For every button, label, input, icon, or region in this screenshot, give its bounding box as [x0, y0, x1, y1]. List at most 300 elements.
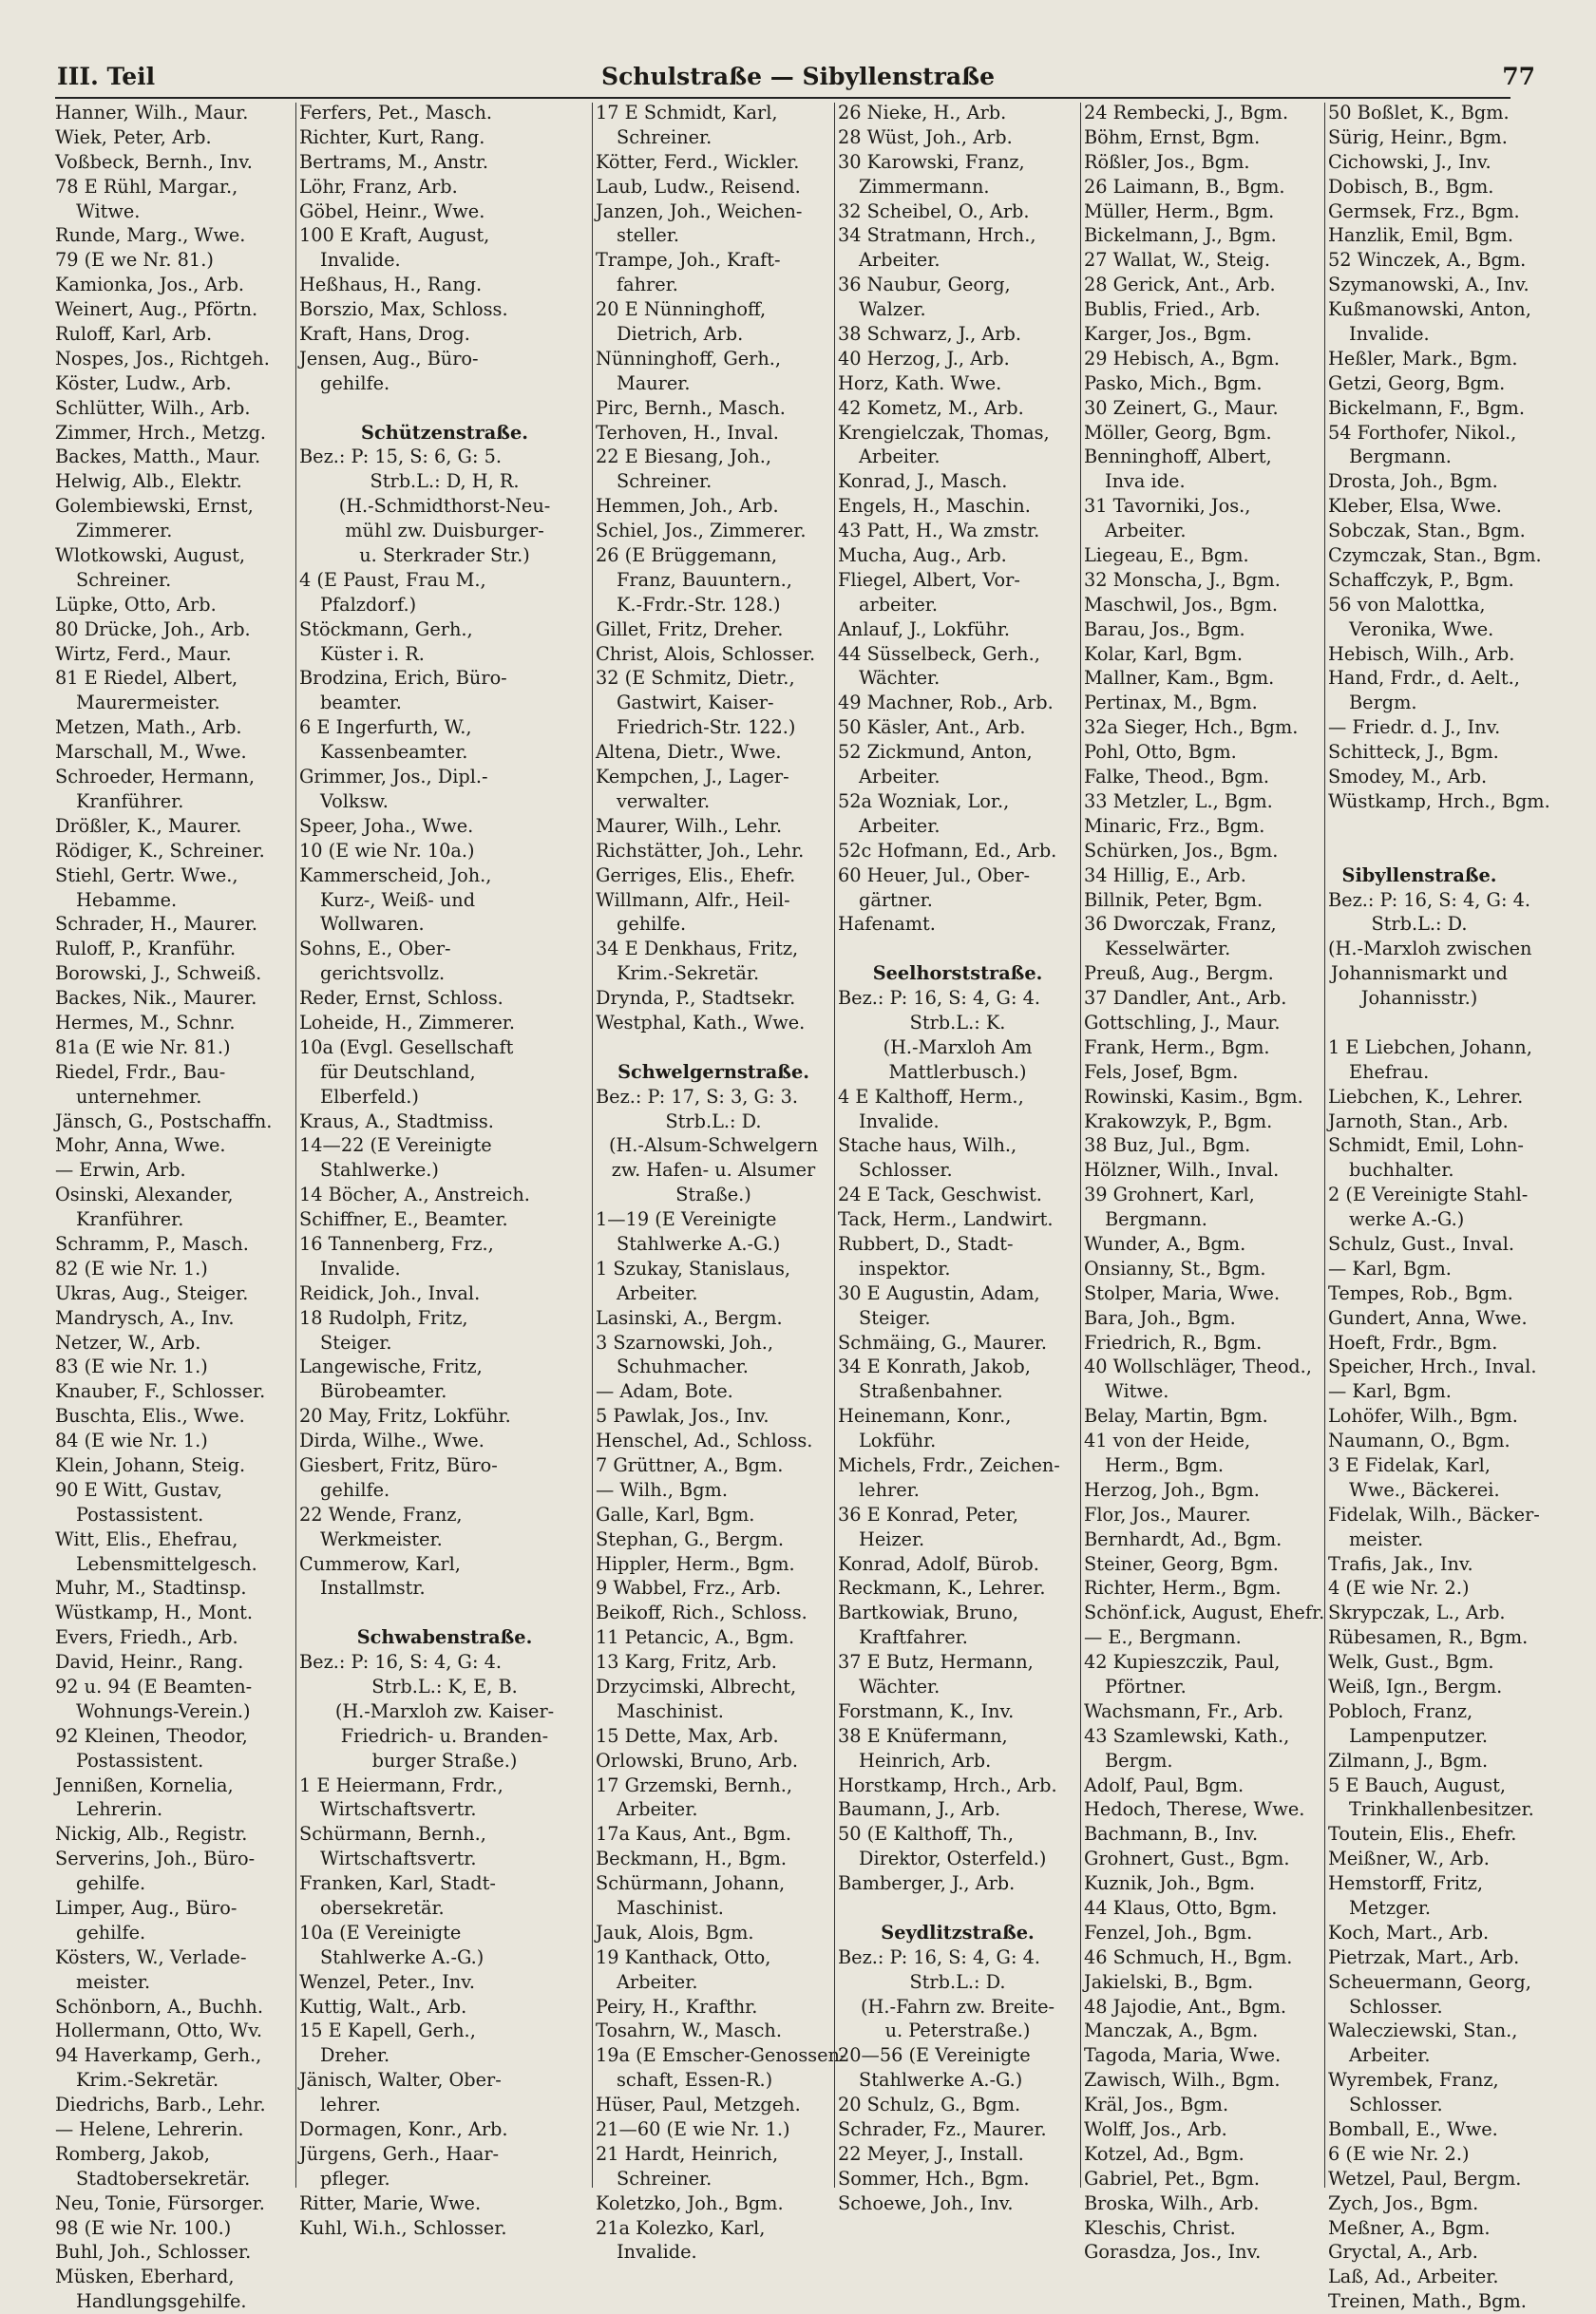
street-info: Mattlerbusch.) [888, 1060, 1027, 1083]
directory-entry: Heßhaus, H., Rang. [299, 274, 483, 296]
entry-continuation: Schreiner. [617, 2167, 712, 2190]
entry-continuation: fahrer. [617, 274, 678, 296]
directory-entry: Fenzel, Joh., Bgm. [1084, 1921, 1253, 1944]
directory-entry: Serverins, Joh., Büro- [55, 1848, 256, 1870]
directory-entry: 17 E Schmidt, Karl, [596, 102, 778, 123]
directory-entry: Drzycimski, Albrecht, [596, 1676, 797, 1698]
directory-entry: Möller, Georg, Bgm. [1084, 421, 1272, 444]
directory-entry: Schitteck, J., Bgm. [1328, 741, 1499, 764]
entry-continuation: unternehmer. [76, 1085, 202, 1108]
entry-continuation: Kurz-, Weiß- und [320, 888, 476, 911]
entry-continuation: Invalide. [320, 249, 401, 272]
directory-entry: 18 Rudolph, Fritz, [299, 1306, 468, 1329]
directory-entry: Bez.: P: 16, S: 4, G: 4. [299, 1651, 502, 1674]
directory-entry: Trampe, Joh., Kraft- [596, 249, 781, 272]
directory-entry: Terhoven, H., Inval. [596, 421, 779, 444]
directory-entry: Szymanowski, A., Inv. [1328, 274, 1530, 296]
directory-entry: 33 Metzler, L., Bgm. [1084, 789, 1273, 812]
entry-continuation: meister. [76, 1970, 151, 1993]
directory-entry: Jennißen, Kornelia, [55, 1773, 234, 1796]
entry-continuation: gehilfe. [76, 1921, 146, 1944]
column-2 [299, 101, 590, 2239]
entry-continuation: Wwe., Bäckerei. [1349, 1478, 1500, 1501]
entry-continuation: Franz, Bauuntern., [617, 568, 792, 591]
directory-entry: Belay, Martin, Bgm. [1084, 1405, 1268, 1428]
street-heading: Schützenstraße. [361, 421, 528, 444]
directory-entry: 30 Karowski, Franz, [838, 150, 1025, 173]
directory-entry: 43 Szamlewski, Kath., [1084, 1724, 1290, 1747]
spacer [299, 396, 590, 421]
directory-entry: Pietrzak, Mart., Arb. [1328, 1945, 1520, 1968]
entry-continuation: Arbeiter. [617, 1798, 698, 1821]
entry-continuation: Bergm. [1105, 1749, 1173, 1772]
directory-entry: 4 (E Paust, Frau M., [299, 568, 486, 591]
directory-entry: Ruloff, P., Kranführ. [55, 938, 237, 960]
directory-entry: Hölzner, Wilh., Inval. [1084, 1159, 1280, 1182]
entry-continuation: Schuhmacher. [617, 1356, 749, 1378]
entry-continuation: Maurermeister. [76, 692, 220, 714]
directory-entry: 10 (E wie Nr. 10a.) [299, 839, 475, 862]
directory-entry: Zimmer, Hrch., Metzg. [55, 421, 267, 444]
directory-entry: Kötter, Ferd., Wickler. [596, 150, 800, 173]
entry-continuation: gehilfe. [76, 1872, 146, 1895]
directory-entry: Schulz, Gust., Inval. [1328, 1232, 1514, 1255]
entry-continuation: meister. [1349, 1527, 1424, 1550]
directory-entry: Falke, Theod., Bgm. [1084, 766, 1270, 788]
column-6 [1328, 101, 1550, 2313]
entry-continuation: Dietrich, Arb. [617, 323, 744, 346]
entry-continuation: inspektor. [859, 1257, 951, 1280]
directory-entry: 3 Szarnowski, Joh., [596, 1331, 774, 1354]
directory-entry: 83 (E wie Nr. 1.) [55, 1356, 208, 1378]
directory-entry: Helwig, Alb., Elektr. [55, 470, 242, 493]
directory-entry: Frank, Herm., Bgm. [1084, 1035, 1270, 1058]
directory-entry: 16 Tannenberg, Frz., [299, 1232, 494, 1255]
directory-entry: Ferfers, Pet., Masch. [299, 102, 492, 123]
directory-entry: 22 Meyer, J., Install. [838, 2142, 1024, 2165]
directory-entry: 50 (E Kalthoff, Th., [838, 1823, 1015, 1846]
directory-entry: Wiek, Peter, Arb. [55, 125, 212, 148]
directory-entry: Bartkowiak, Bruno, [838, 1602, 1018, 1624]
entry-continuation: Arbeiter. [617, 1970, 698, 1993]
directory-entry: Nickig, Alb., Registr. [55, 1823, 248, 1846]
directory-entry: Krakowzyk, P., Bgm. [1084, 1110, 1273, 1132]
entry-continuation: werke A.-G.) [1349, 1208, 1465, 1231]
directory-entry: Schönf.ick, August, Ehefr. [1084, 1602, 1325, 1624]
directory-entry: Hand, Frdr., d. Aelt., [1328, 667, 1520, 690]
directory-entry: Richter, Kurt, Rang. [299, 125, 485, 148]
directory-entry: Lohöfer, Wilh., Bgm. [1328, 1405, 1518, 1428]
directory-entry: 20 Schulz, G., Bgm. [838, 2094, 1021, 2116]
entry-continuation: Volksw. [320, 789, 389, 812]
directory-entry: Scheuermann, Georg, [1328, 1970, 1531, 1993]
directory-entry: Wenzel, Peter., Inv. [299, 1970, 475, 1993]
entry-continuation: Ehefrau. [1349, 1060, 1430, 1083]
directory-entry: Zych, Jos., Bgm. [1328, 2191, 1479, 2214]
directory-entry: Christ, Alois, Schlosser. [596, 642, 816, 665]
entry-continuation: Kraftfahrer. [859, 1626, 968, 1649]
entry-continuation: Wollwaren. [320, 913, 425, 936]
directory-entry: Kräl, Jos., Bgm. [1084, 2094, 1229, 2116]
directory-entry: Romberg, Jakob, [55, 2142, 210, 2165]
directory-entry: Sohns, E., Ober- [299, 938, 451, 960]
directory-entry: Schlütter, Wilh., Arb. [55, 396, 251, 419]
directory-entry: 19a (E Emscher-Genossen- [596, 2044, 846, 2067]
directory-entry: 92 u. 94 (E Beamten- [55, 1676, 253, 1698]
entry-continuation: Krim.-Sekretär. [76, 2069, 219, 2092]
directory-entry: Koletzko, Joh., Bgm. [596, 2191, 784, 2214]
entry-continuation: Heizer. [859, 1527, 925, 1550]
directory-entry: Galle, Karl, Bgm. [596, 1503, 755, 1526]
directory-entry: 44 Klaus, Otto, Bgm. [1084, 1897, 1278, 1920]
directory-entry: Hermes, M., Schnr. [55, 1011, 236, 1034]
entry-continuation: lehrer. [320, 2094, 381, 2116]
directory-entry: 20—56 (E Vereinigte [838, 2044, 1031, 2067]
directory-entry: Jarnoth, Stan., Arb. [1328, 1110, 1509, 1132]
directory-entry: Schiel, Jos., Zimmerer. [596, 520, 807, 542]
directory-entry: Sommer, Hch., Bgm. [838, 2167, 1030, 2190]
directory-entry: Gryctal, A., Arb. [1328, 2241, 1478, 2264]
directory-entry: Wüstkamp, H., Mont. [55, 1602, 254, 1624]
directory-entry: Ritter, Marie, Wwe. [299, 2191, 482, 2214]
entry-continuation: Krim.-Sekretär. [617, 962, 760, 985]
directory-entry: Horz, Kath. Wwe. [838, 371, 1002, 394]
directory-entry: Krengielczak, Thomas, [838, 421, 1050, 444]
directory-entry: Jänsch, G., Postschaffn. [55, 1110, 273, 1132]
directory-entry: 52a Wozniak, Lor., [838, 789, 1010, 812]
directory-entry: Voßbeck, Bernh., Inv. [55, 150, 253, 173]
entry-continuation: Wirtschaftsvertr. [320, 1798, 477, 1821]
directory-entry: Reckmann, K., Lehrer. [838, 1577, 1046, 1600]
directory-entry: Cummerow, Karl, [299, 1552, 461, 1575]
directory-entry: Speer, Joha., Wwe. [299, 814, 474, 837]
directory-entry: Mallner, Kam., Bgm. [1084, 667, 1275, 690]
directory-entry: 50 Käsler, Ant., Arb. [838, 716, 1026, 739]
spacer [1328, 839, 1510, 863]
directory-entry: Preuß, Aug., Bergm. [1084, 962, 1274, 985]
street-info: Strb.L.: D. [1371, 913, 1468, 936]
entry-continuation: Lebensmittelgesch. [76, 1552, 257, 1575]
directory-entry: Böhm, Ernst, Bgm. [1084, 125, 1261, 148]
directory-entry: Meißner, W., Arb. [1328, 1848, 1490, 1870]
directory-entry: Bez.: P: 15, S: 6, G: 5. [299, 446, 502, 468]
directory-entry: Liegeau, E., Bgm. [1084, 544, 1249, 567]
directory-entry: 48 Jajodie, Ant., Bgm. [1084, 1995, 1287, 2018]
directory-entry: Willmann, Alfr., Heil- [596, 888, 790, 911]
directory-entry: Schramm, P., Masch. [55, 1232, 249, 1255]
directory-entry: 26 (E Brüggemann, [596, 544, 778, 567]
entry-continuation: obersekretär. [320, 1897, 445, 1920]
directory-entry: Ukras, Aug., Steiger. [55, 1281, 249, 1304]
directory-entry: 42 Kupieszczik, Paul, [1084, 1651, 1281, 1674]
directory-entry: 100 E Kraft, August, [299, 224, 490, 247]
entry-continuation: Maurer. [617, 371, 691, 394]
directory-entry: Pirc, Bernh., Masch. [596, 396, 786, 419]
directory-entry: Rowinski, Kasim., Bgm. [1084, 1085, 1303, 1108]
entry-continuation: Stahlwerke A.-G.) [617, 1232, 781, 1255]
entry-continuation: Lokführ. [859, 1430, 937, 1452]
directory-entry: 80 Drücke, Joh., Arb. [55, 617, 251, 640]
entry-continuation: Invalide. [320, 1257, 401, 1280]
entry-continuation: Trinkhallenbesitzer. [1349, 1798, 1534, 1821]
entry-continuation: Witwe. [76, 199, 141, 222]
directory-entry: Bernhardt, Ad., Bgm. [1084, 1527, 1282, 1550]
entry-continuation: Postassistent. [76, 1749, 204, 1772]
directory-entry: Buhl, Joh., Schlosser. [55, 2241, 252, 2264]
directory-entry: 40 Herzog, J., Arb. [838, 347, 1010, 370]
directory-entry: 81 E Riedel, Albert, [55, 667, 238, 690]
directory-entry: Dobisch, B., Bgm. [1328, 175, 1494, 198]
directory-entry: Hippler, Herm., Bgm. [596, 1552, 795, 1575]
directory-entry: 36 E Konrad, Peter, [838, 1503, 1018, 1526]
directory-entry: Langewische, Fritz, [299, 1356, 483, 1378]
spacer [596, 1035, 831, 1060]
directory-entry: Karger, Jos., Bgm. [1084, 323, 1252, 346]
directory-entry: Getzi, Georg, Bgm. [1328, 371, 1506, 394]
directory-entry: Germsek, Frz., Bgm. [1328, 199, 1520, 222]
directory-entry: Loheide, H., Zimmerer. [299, 1011, 516, 1034]
entry-continuation: gärtner. [859, 888, 933, 911]
entry-continuation: Straßenbahner. [859, 1380, 1003, 1403]
entry-continuation: Werkmeister. [320, 1527, 443, 1550]
directory-entry: 24 E Tack, Geschwist. [838, 1184, 1042, 1206]
column-3 [596, 101, 846, 2264]
directory-entry: 32 Scheibel, O., Arb. [838, 199, 1030, 222]
directory-entry: Golembiewski, Ernst, [55, 495, 254, 518]
street-info: Johannismarkt und [1331, 962, 1508, 985]
street-range-title: Schulstraße — Sibyllenstraße [601, 63, 995, 90]
directory-entry: Bertrams, M., Anstr. [299, 150, 489, 173]
directory-entry: — Helene, Lehrerin. [55, 2118, 244, 2141]
entry-continuation: Stahlwerke.) [320, 1159, 439, 1182]
directory-entry: Drosta, Joh., Bgm. [1328, 470, 1498, 493]
directory-entry: Pobloch, Franz, [1328, 1699, 1473, 1722]
entry-continuation: steller. [617, 224, 680, 247]
directory-entry: Wüstkamp, Hrch., Bgm. [1328, 789, 1550, 812]
directory-entry: 28 Gerick, Ant., Arb. [1084, 274, 1276, 296]
directory-entry: Kußmanowski, Anton, [1328, 298, 1531, 321]
spacer [838, 1896, 1077, 1921]
directory-entry: David, Heinr., Rang. [55, 1651, 244, 1674]
directory-entry: Giesbert, Fritz, Büro- [299, 1453, 498, 1476]
directory-entry: 30 Zeinert, G., Maur. [1084, 396, 1279, 419]
directory-entry: 52c Hofmann, Ed., Arb. [838, 839, 1057, 862]
directory-entry: — Friedr. d. J., Inv. [1328, 716, 1501, 739]
directory-entry: Schroeder, Hermann, [55, 766, 255, 788]
directory-entry: Mohr, Anna, Wwe. [55, 1134, 226, 1157]
directory-entry: Kuznik, Joh., Bgm. [1084, 1872, 1256, 1895]
entry-continuation: Metzger. [1349, 1897, 1432, 1920]
entry-continuation: Arbeiter. [1105, 520, 1187, 542]
directory-entry: Kleber, Elsa, Wwe. [1328, 495, 1502, 518]
directory-entry: Schrader, H., Maurer. [55, 913, 257, 936]
street-info: (H.-Fahrn zw. Breite- [861, 1995, 1054, 2018]
entry-continuation: Bergm. [1349, 692, 1417, 714]
entry-continuation: Bergmann. [1105, 1208, 1207, 1231]
directory-entry: Walecziewski, Stan., [1328, 2020, 1518, 2042]
directory-entry: Smodey, M., Arb. [1328, 766, 1488, 788]
directory-entry: Wyrembek, Franz, [1328, 2069, 1499, 2092]
directory-entry: — Wilh., Bgm. [596, 1478, 728, 1501]
header-rule [55, 97, 1510, 99]
directory-entry: Naumann, O., Bgm. [1328, 1430, 1510, 1452]
directory-entry: Wachsmann, Fr., Arb. [1084, 1699, 1284, 1722]
directory-entry: Richter, Herm., Bgm. [1084, 1577, 1282, 1600]
directory-entry: Toutein, Elis., Ehefr. [1328, 1823, 1517, 1846]
directory-entry: Treinen, Math., Bgm. [1328, 2290, 1527, 2313]
directory-entry: Kraft, Hans, Drog. [299, 323, 470, 346]
directory-entry: Gorasdza, Jos., Inv. [1084, 2241, 1262, 2264]
street-info: Strb.L.: K, E, B. [371, 1676, 518, 1698]
directory-entry: Broska, Wilh., Arb. [1084, 2191, 1260, 2214]
column-divider [1324, 103, 1325, 2188]
directory-entry: Schiffner, E., Beamter. [299, 1208, 508, 1231]
entry-continuation: Direktor, Osterfeld.) [859, 1848, 1047, 1870]
entry-continuation: Kesselwärter. [1105, 938, 1231, 960]
street-info: Friedrich- u. Branden- [340, 1724, 549, 1747]
directory-entry: 6 (E wie Nr. 2.) [1328, 2142, 1470, 2165]
directory-entry: Wolff, Jos., Arb. [1084, 2118, 1227, 2141]
directory-entry: Lüpke, Otto, Arb. [55, 593, 217, 616]
directory-entry: Kamionka, Jos., Arb. [55, 274, 245, 296]
directory-entry: Ruloff, Karl, Arb. [55, 323, 213, 346]
directory-entry: 32 Monscha, J., Bgm. [1084, 568, 1281, 591]
directory-entry: Flor, Jos., Maurer. [1084, 1503, 1251, 1526]
directory-entry: — E., Bergmann. [1084, 1626, 1242, 1649]
entry-continuation: Arbeiter. [859, 766, 940, 788]
entry-continuation: Maschinist. [617, 1699, 724, 1722]
directory-entry: — Adam, Bote. [596, 1380, 733, 1403]
entry-continuation: Wirtschaftsvertr. [320, 1848, 477, 1870]
directory-entry: Kuttig, Walt., Arb. [299, 1995, 467, 2018]
directory-entry: Bez.: P: 16, S: 4, G: 4. [1328, 888, 1530, 911]
directory-entry: Hafenamt. [838, 913, 936, 936]
directory-entry: 26 Nieke, H., Arb. [838, 102, 1007, 123]
spacer [1328, 1011, 1510, 1035]
directory-entry: 29 Hebisch, A., Bgm. [1084, 347, 1281, 370]
directory-entry: 15 E Kapell, Gerh., [299, 2020, 476, 2042]
directory-entry: 21 Hardt, Heinrich, [596, 2142, 779, 2165]
directory-entry: 10a (E Vereinigte [299, 1921, 462, 1944]
directory-entry: Pasko, Mich., Bgm. [1084, 371, 1263, 394]
column-divider [295, 103, 296, 2188]
spacer [838, 937, 1077, 961]
directory-entry: Czymczak, Stan., Bgm. [1328, 544, 1542, 567]
directory-entry: 40 Wollschläger, Theod., [1084, 1356, 1312, 1378]
directory-entry: Kraus, A., Stadtmiss. [299, 1110, 494, 1132]
directory-entry: Bara, Joh., Bgm. [1084, 1306, 1236, 1329]
directory-entry: Michels, Frdr., Zeichen- [838, 1453, 1060, 1476]
directory-entry: Zilmann, J., Bgm. [1328, 1749, 1489, 1772]
directory-entry: Brodzina, Erich, Büro- [299, 667, 507, 690]
entry-continuation: Friedrich-Str. 122.) [617, 716, 796, 739]
entry-continuation: Schlosser. [1349, 2094, 1443, 2116]
directory-entry: 38 Schwarz, J., Arb. [838, 323, 1021, 346]
directory-entry: Hüser, Paul, Metzgeh. [596, 2094, 801, 2116]
directory-entry: Friedrich, R., Bgm. [1084, 1331, 1263, 1354]
street-info: burger Straße.) [371, 1749, 518, 1772]
entry-continuation: Küster i. R. [320, 642, 425, 665]
directory-entry: 31 Tavorniki, Jos., [1084, 495, 1251, 518]
directory-entry: Hedoch, Therese, Wwe. [1084, 1798, 1305, 1821]
entry-continuation: Lampenputzer. [1349, 1724, 1489, 1747]
column-divider [1080, 103, 1081, 2188]
directory-entry: Heßler, Mark., Bgm. [1328, 347, 1518, 370]
directory-entry: Maurer, Wilh., Lehr. [596, 814, 783, 837]
street-heading: Schwelgernstraße. [618, 1060, 809, 1083]
column-5 [1084, 101, 1325, 2264]
directory-entry: 42 Kometz, M., Arb. [838, 396, 1024, 419]
directory-entry: Löhr, Franz, Arb. [299, 175, 458, 198]
directory-entry: Grohnert, Gust., Bgm. [1084, 1848, 1290, 1870]
directory-entry: 17a Kaus, Ant., Bgm. [596, 1823, 792, 1846]
directory-entry: Müsken, Eberhard, [55, 2266, 235, 2288]
directory-entry: Bublis, Fried., Arb. [1084, 298, 1261, 321]
directory-entry: Schrader, Fz., Maurer. [838, 2118, 1047, 2141]
directory-entry: 32a Sieger, Hch., Bgm. [1084, 716, 1299, 739]
street-info: (H.-Alsum-Schwelgern [608, 1134, 819, 1157]
entry-continuation: Invalide. [859, 1110, 940, 1132]
entry-continuation: Dreher. [320, 2044, 390, 2067]
entry-continuation: schaft, Essen-R.) [617, 2069, 773, 2092]
directory-entry: Rödiger, K., Schreiner. [55, 839, 265, 862]
entry-continuation: Stahlwerke A.-G.) [320, 1945, 484, 1968]
entry-continuation: Elberfeld.) [320, 1085, 419, 1108]
entry-continuation: buchhalter. [1349, 1159, 1454, 1182]
directory-entry: Tempes, Rob., Bgm. [1328, 1281, 1513, 1304]
entry-continuation: Bürobeamter. [320, 1380, 447, 1403]
directory-entry: Riedel, Frdr., Bau- [55, 1060, 226, 1083]
entry-continuation: Herm., Bgm. [1105, 1453, 1225, 1476]
street-info: zw. Hafen- u. Alsumer [611, 1159, 816, 1182]
directory-entry: Sobczak, Stan., Bgm. [1328, 520, 1526, 542]
directory-entry: Nospes, Jos., Richtgeh. [55, 347, 270, 370]
directory-entry: 34 E Denkhaus, Fritz, [596, 938, 799, 960]
directory-entry: Hemmen, Joh., Arb. [596, 495, 779, 518]
entry-continuation: Witwe. [1105, 1380, 1169, 1403]
directory-entry: 1—19 (E Vereinigte [596, 1208, 777, 1231]
directory-entry: Bamberger, J., Arb. [838, 1872, 1016, 1895]
directory-entry: 78 E Rühl, Margar., [55, 175, 238, 198]
entry-continuation: Maschinist. [617, 1897, 724, 1920]
directory-entry: 14—22 (E Vereinigte [299, 1134, 492, 1157]
directory-entry: Cichowski, J., Inv. [1328, 150, 1492, 173]
directory-entry: 37 E Butz, Hermann, [838, 1651, 1034, 1674]
directory-entry: Diedrichs, Barb., Lehr. [55, 2094, 266, 2116]
directory-columns [55, 101, 1550, 2313]
entry-continuation: Wohnungs-Verein.) [76, 1699, 251, 1722]
street-info: Straße.) [675, 1184, 751, 1206]
directory-entry: Hemstorff, Fritz, [1328, 1872, 1484, 1895]
directory-entry: 84 (E wie Nr. 1.) [55, 1430, 208, 1452]
spacer [1328, 814, 1510, 839]
directory-entry: Marschall, M., Wwe. [55, 741, 247, 764]
directory-entry: 24 Rembecki, J., Bgm. [1084, 102, 1289, 123]
directory-entry: Speicher, Hrch., Inval. [1328, 1356, 1537, 1378]
street-info: u. Peterstraße.) [884, 2020, 1031, 2042]
directory-entry: Drynda, P., Stadtsekr. [596, 987, 796, 1010]
directory-entry: 46 Schmuch, H., Bgm. [1084, 1945, 1293, 1968]
directory-entry: Liebchen, K., Lehrer. [1328, 1085, 1524, 1108]
directory-entry: Janzen, Joh., Weichen- [596, 199, 803, 222]
street-heading: Sibyllenstraße. [1341, 863, 1497, 886]
directory-entry: 56 von Malottka, [1328, 593, 1486, 616]
spacer [299, 1601, 590, 1625]
directory-entry: Barau, Jos., Bgm. [1084, 617, 1245, 640]
entry-continuation: Zimmerer. [76, 520, 173, 542]
entry-continuation: gehilfe. [320, 371, 390, 394]
entry-continuation: verwalter. [617, 789, 711, 812]
